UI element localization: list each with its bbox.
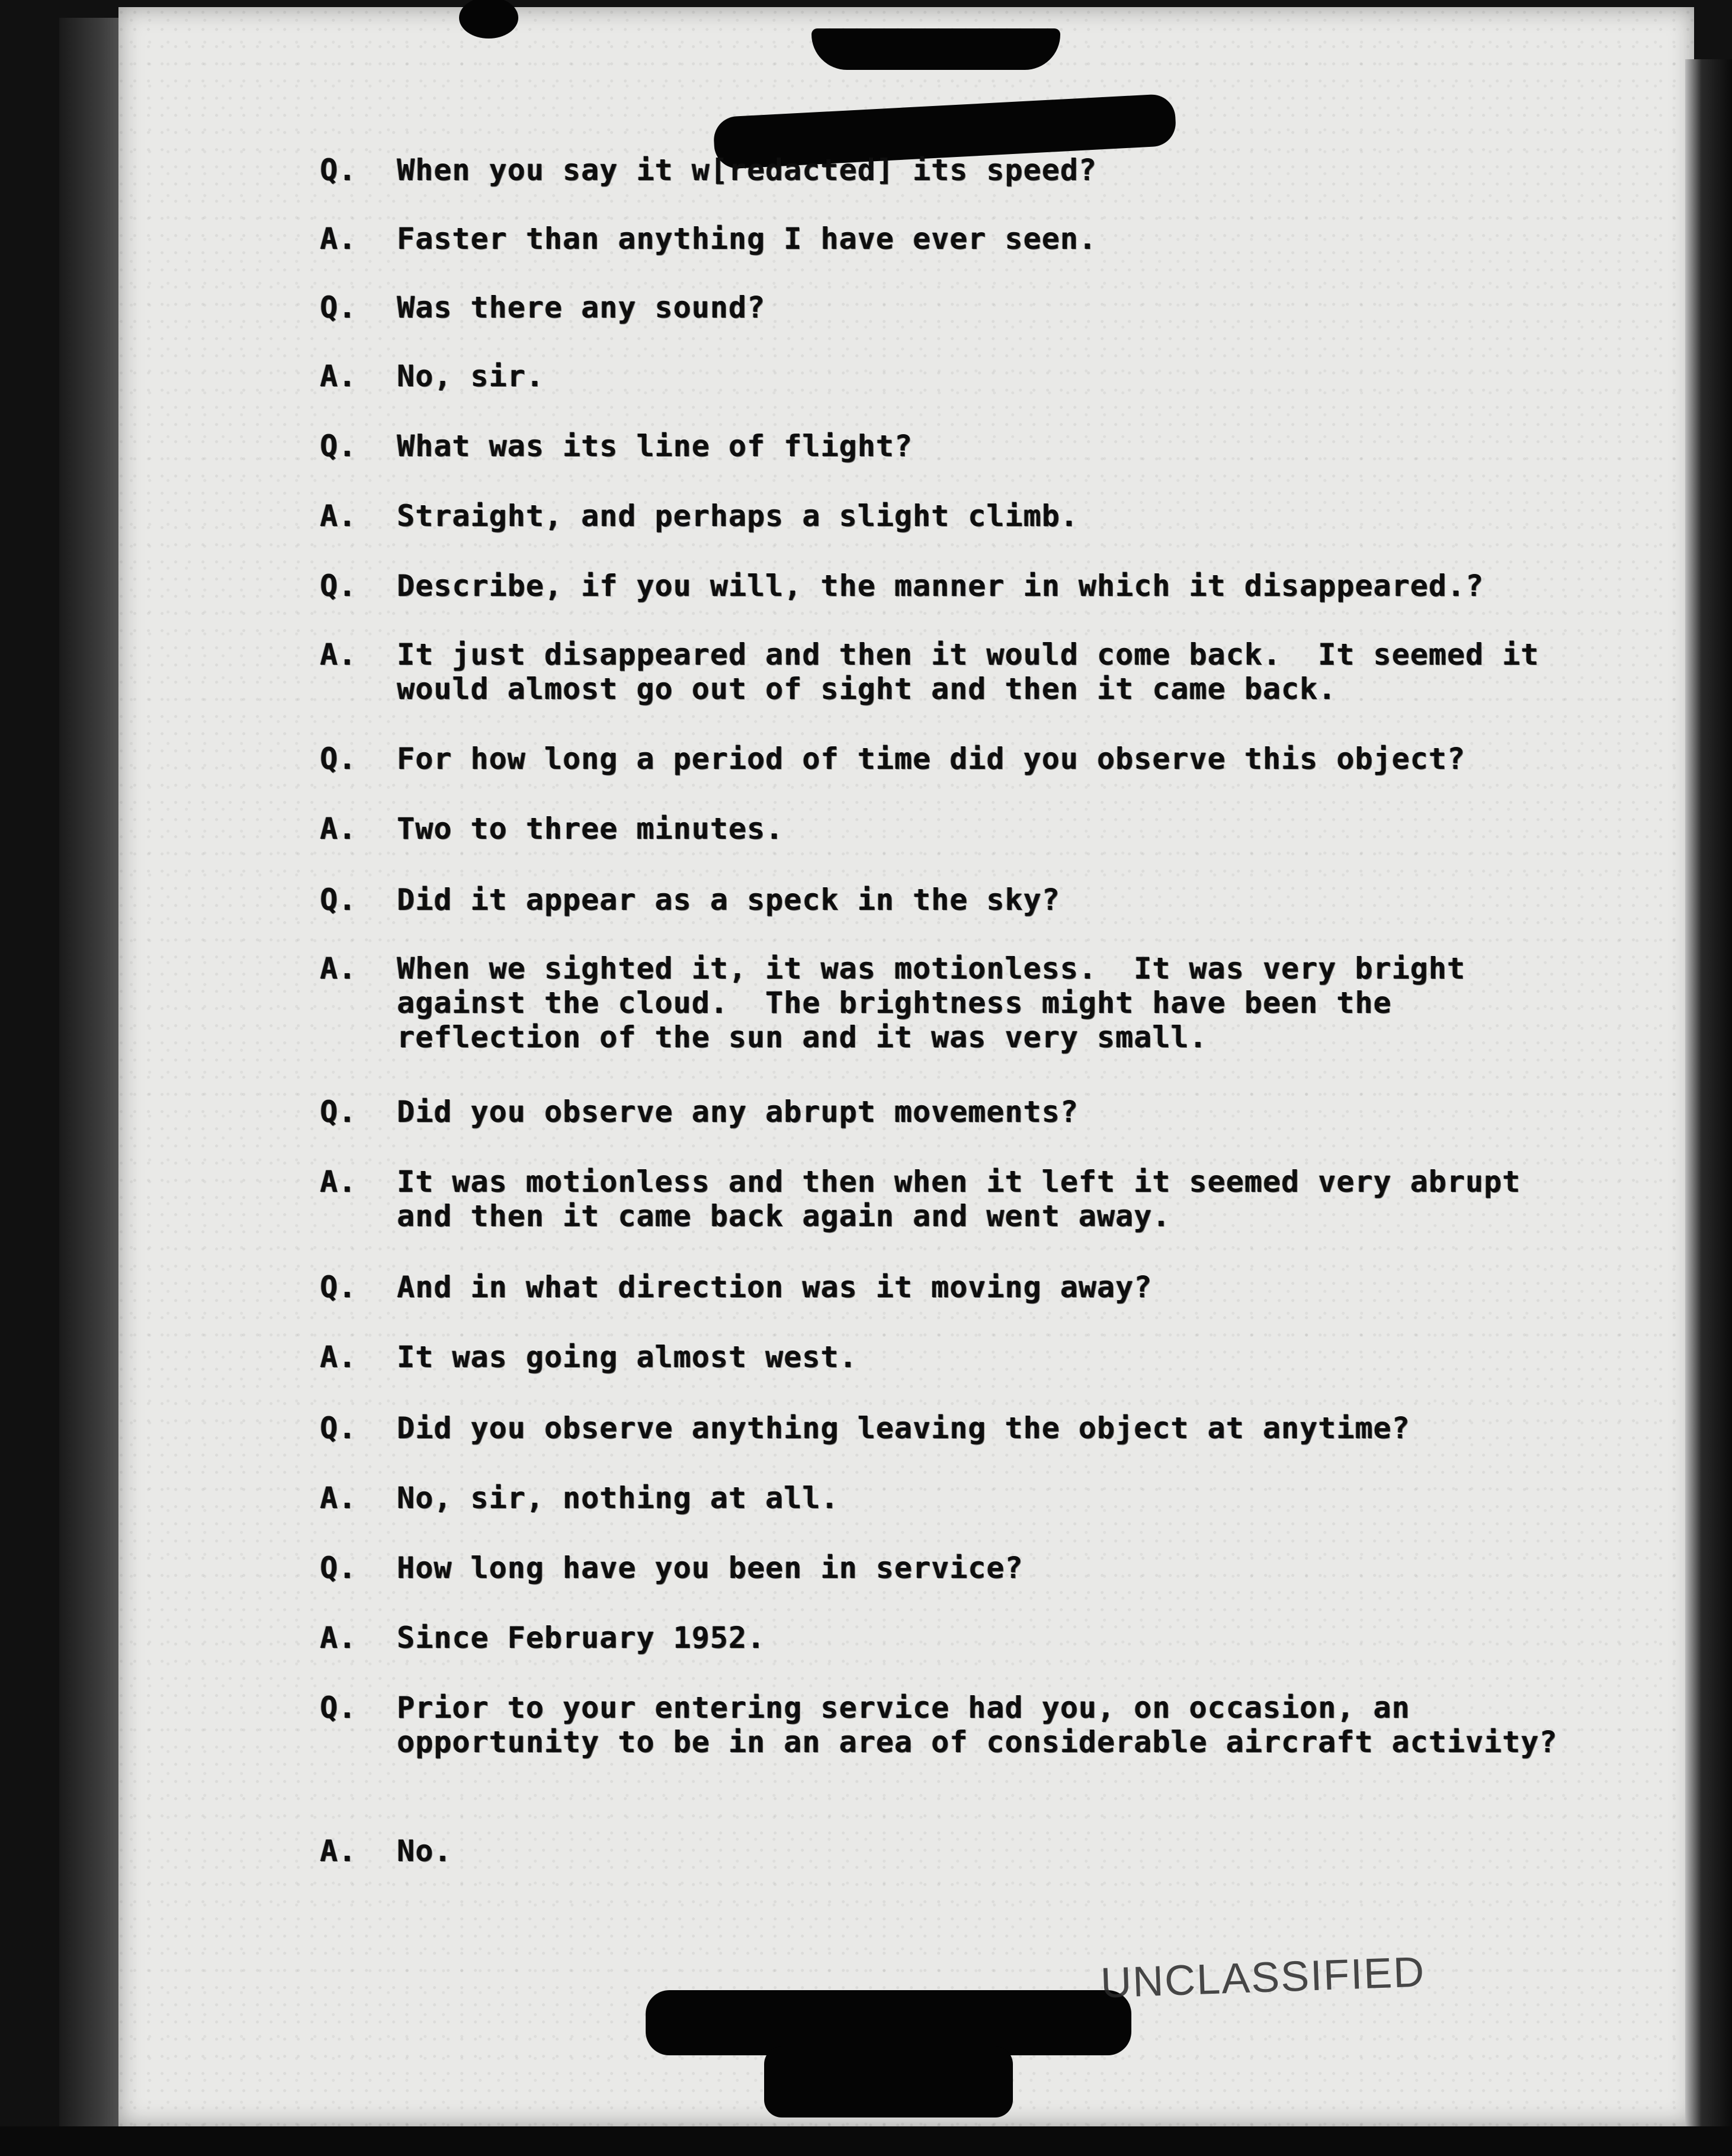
qa-entry [320, 1164, 1564, 1233]
qa-entry [320, 499, 1564, 533]
entry-text: Describe, if you will, the manner in which it disappeared.? [397, 569, 1484, 603]
entry-marker: A. [320, 1481, 357, 1515]
entry-text: Prior to your entering service had you, on occasion, an opportunity to be in an area of considerable aircraft activity? [397, 1690, 1558, 1759]
qa-entry [320, 742, 1564, 776]
redaction-top [812, 28, 1060, 70]
entry-text: Did you observe any abrupt movements? [397, 1095, 1079, 1129]
entry-marker: Q. [320, 1270, 357, 1304]
scan-right-edge [1685, 59, 1732, 2156]
qa-entry [320, 1095, 1564, 1129]
unclassified-stamp: UNCLASSIFIED [1099, 1948, 1426, 2007]
entry-marker: Q. [320, 1411, 357, 1445]
scan-left-edge [59, 18, 124, 2138]
entry-text: Two to three minutes. [397, 811, 784, 846]
qa-entry [320, 1340, 1564, 1374]
entry-text: Did you observe anything leaving the object at anytime? [397, 1411, 1410, 1445]
entry-marker: Q. [320, 290, 357, 325]
entry-marker: A. [320, 1621, 357, 1655]
entry-marker: A. [320, 222, 357, 256]
qa-entry [320, 222, 1564, 256]
qa-entry [320, 1690, 1564, 1759]
entry-marker: Q. [320, 742, 357, 776]
entry-text: What was its line of flight? [397, 429, 913, 463]
scan-bottom-edge [0, 2126, 1732, 2156]
entry-marker: A. [320, 951, 357, 986]
entry-text: Straight, and perhaps a slight climb. [397, 499, 1079, 533]
qa-entry [320, 637, 1564, 706]
entry-marker: A. [320, 1164, 357, 1199]
qa-entry [320, 1481, 1564, 1515]
entry-marker: A. [320, 499, 357, 533]
document-page [118, 7, 1694, 2126]
entry-text: When we sighted it, it was motionless. It was very bright against the cloud. The brightness might have been the reflection of the sun and it was very small. [397, 951, 1484, 1054]
entry-marker: A. [320, 359, 357, 393]
entry-marker: A. [320, 1834, 357, 1868]
qa-entry [320, 1270, 1564, 1304]
entry-marker: A. [320, 1340, 357, 1374]
entry-marker: A. [320, 637, 357, 672]
entry-text: No, sir. [397, 359, 544, 393]
qa-entry [320, 1551, 1564, 1585]
qa-entry [320, 1621, 1564, 1655]
entry-marker: Q. [320, 1690, 357, 1725]
redaction-bottom [646, 1990, 1131, 2055]
qa-entry [320, 883, 1564, 917]
entry-marker: Q. [320, 1551, 357, 1585]
qa-entry [320, 951, 1564, 1054]
entry-text: It was going almost west. [397, 1340, 858, 1374]
qa-entry [320, 1411, 1564, 1445]
qa-entry [320, 153, 1564, 187]
entry-text: It just disappeared and then it would come back. It seemed it would almost go out of sight and then it came back. [397, 637, 1558, 706]
entry-text: How long have you been in service? [397, 1551, 1024, 1585]
entry-marker: Q. [320, 569, 357, 603]
entry-marker: Q. [320, 153, 357, 187]
entry-text: For how long a period of time did you observe this object? [397, 742, 1465, 776]
entry-marker: Q. [320, 883, 357, 917]
entry-text: And in what direction was it moving away? [397, 1270, 1153, 1304]
entry-marker: Q. [320, 1095, 357, 1129]
entry-text: When you say it w[redacted] its speed? [397, 153, 1097, 187]
qa-entry [320, 1834, 1564, 1868]
entry-text: No, sir, nothing at all. [397, 1481, 839, 1515]
entry-text: No. [397, 1834, 453, 1868]
qa-entry [320, 359, 1564, 393]
qa-entry [320, 429, 1564, 463]
redaction-bottom-2 [764, 2046, 1013, 2118]
entry-text: Was there any sound? [397, 290, 766, 325]
entry-text: Did it appear as a speck in the sky? [397, 883, 1060, 917]
qa-entry [320, 290, 1564, 325]
qa-entry [320, 811, 1564, 846]
entry-marker: Q. [320, 429, 357, 463]
entry-text: Faster than anything I have ever seen. [397, 222, 1097, 256]
entry-marker: A. [320, 811, 357, 846]
entry-text: It was motionless and then when it left it seemed very abrupt and then it came back again and went away. [397, 1164, 1539, 1233]
qa-entry [320, 569, 1564, 603]
entry-text: Since February 1952. [397, 1621, 766, 1655]
